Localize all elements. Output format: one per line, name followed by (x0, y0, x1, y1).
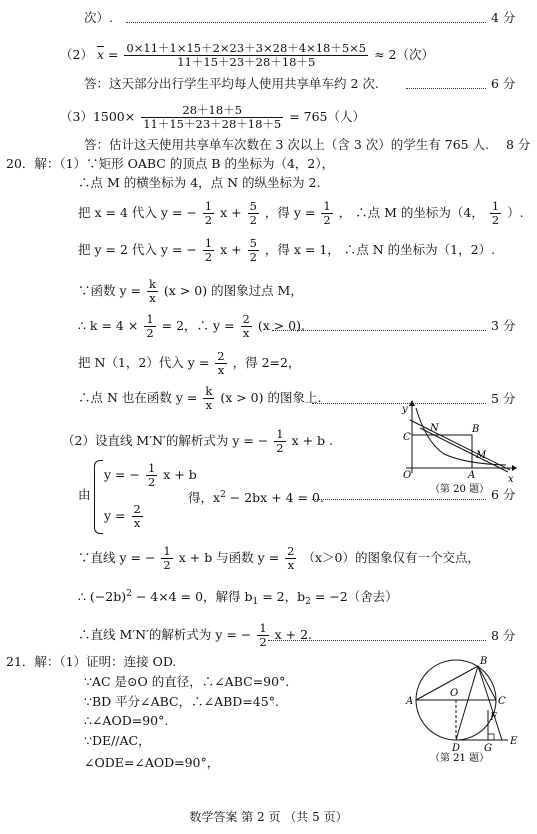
text-line: 次）. (84, 10, 113, 25)
text-line: ∵AC 是⊙O 的直径，∴∠ABC=90°. (84, 674, 290, 689)
text-line: ∴点 M 的横坐标为 4，点 N 的纵坐标为 2. (78, 175, 321, 190)
substitution-line-N: 把 y = 2 代入 y = − $\frac{1}{2}$ x + $\frac{5}{2}$ ，得 x = 1， ∴点 N 的坐标为（1，2）. (78, 236, 496, 264)
text-line: ∴∠AOD=90°. (84, 713, 169, 728)
answer-line: 答：估计这天使用共享单车次数在 3 次以上（含 3 次）的学生有 765 人. (84, 137, 490, 152)
x-axis-arrow (512, 465, 517, 471)
function-line: ∵函数 y = $\frac{k}{x}$ (x > 0) 的图象过点 M， (78, 277, 303, 305)
label-C: C (498, 696, 506, 707)
substitution-line-M: 把 x = 4 代入 y = − $\frac{1}{2}$ x + $\frac{5}{2}$ ，得 y = $\frac{1}{2}$ ， ∴点 M 的坐标为（4， $\frac{1}{2}$ ）. (78, 199, 524, 227)
system-you: 由 (78, 487, 91, 502)
dot-leader (406, 88, 486, 89)
dot-leader (126, 22, 486, 23)
chord-AB (416, 666, 478, 700)
label-x: x (508, 474, 514, 485)
right-angle-mark (488, 734, 494, 740)
brace (94, 460, 103, 534)
score-label: 6 分 (491, 487, 516, 502)
dot-leader (272, 330, 486, 331)
label-B: B (472, 424, 480, 435)
question-21-header: 21．解：（1）证明：连接 OD. (6, 654, 177, 669)
score-label: 8 分 (491, 628, 516, 643)
dot-leader (268, 640, 486, 641)
mean-formula: （2） $\overline{x}$ = $\frac{0\times 11+1\times 15+2\times 23+3\times 28+4\times 18+5\times 5}{11+15+23+28+18+5}$ ≈ 2（次） (60, 41, 435, 69)
text-line: ∵BD 平分∠ABC，∴∠ABD=45°. (84, 694, 279, 709)
question-20-header: 20．解：（1）∵矩形 OABC 的顶点 B 的坐标为（4，2）， (6, 156, 335, 171)
answer-line: 答：这天部分出行学生平均每人使用共享单车约 2 次. (84, 76, 379, 91)
discriminant-line: ∴ $(-2b)^2 - 4\times 4 = 0$，解得 $b_1 = 2$，$b_2 = -2$（舍去） (78, 589, 398, 607)
conclusion-line: ∴点 N 也在函数 y = $\frac{k}{x}$ (x > 0) 的图象上. (78, 384, 322, 412)
text-line: ∵DE//AC， (84, 733, 151, 748)
label-D: D (452, 743, 461, 754)
figure-21 (402, 654, 522, 762)
score-label: 8 分 (506, 137, 531, 152)
part-label: （2） (60, 47, 93, 62)
hyperbola-curve (416, 408, 506, 465)
text-line: ∠ODE=∠AOD=90°， (84, 755, 220, 770)
rectangle-OABC (412, 435, 472, 468)
score-label: 3 分 (491, 318, 516, 333)
label-M: M (476, 450, 487, 461)
label-A: A (406, 696, 414, 707)
k-value-line: ∴ k = 4 × $\frac{1}{2}$ = 2，∴ y = $\frac{2}{x}$ (x > 0). (78, 312, 305, 340)
label-y: y (402, 404, 408, 415)
label-B: B (480, 656, 488, 667)
fraction: $\frac{0\times 11+1\times 15+2\times 23+3\times 28+4\times 18+5\times 5}{11+15+23+28+18+5}$ (126, 41, 367, 69)
label-E: E (510, 736, 518, 747)
estimate-formula: （3）1500× $\frac{28+18+5}{11+15+23+28+18+5}$ = 765（人） (60, 103, 366, 131)
system-row-2: y = $\frac{2}{x}$ (104, 502, 141, 530)
score-label: 6 分 (491, 76, 516, 91)
figure-caption: （第 21 题） (430, 753, 490, 762)
y-axis-arrow (409, 400, 415, 406)
check-line: 把 N（1，2）代入 y = $\frac{2}{x}$ ，得 2=2， (78, 349, 301, 377)
system-row-1: y = − $\frac{1}{2}$ x + b (104, 461, 197, 489)
page-footer: 数学答案 第 2 页 （共 5 页） (189, 810, 348, 824)
label-F: F (490, 712, 497, 723)
score-label: 4 分 (491, 10, 516, 25)
chord-BD (456, 666, 478, 740)
part-2-line: （2）设直线 M′N′的解析式为 y = − $\frac{1}{2}$ x + b . (62, 427, 333, 455)
fraction: $\frac{28+18+5}{11+15+23+28+18+5}$ (143, 103, 282, 131)
dot-leader (312, 499, 486, 500)
x-bar: $\overline{x}$ (96, 47, 104, 62)
label-C: C (403, 432, 411, 443)
score-label: 5 分 (491, 391, 516, 406)
final-line: ∴直线 M′N′的解析式为 y = − $\frac{1}{2}$ x + 2. (78, 621, 313, 649)
label-N: N (430, 423, 439, 434)
label-O: O (403, 470, 412, 481)
label-G: G (484, 743, 492, 754)
intersection-line: ∵直线 y = − $\frac{1}{2}$ x + b 与函数 y = $\frac{2}{x}$ （x＞0）的图象仅有一个交点， (78, 544, 480, 572)
line-MN (410, 420, 510, 470)
figure-caption: （第 20 题） (430, 484, 490, 495)
quadratic-line: 得，$x^2 - 2bx + 4 = 0$. (188, 490, 324, 505)
label-A: A (468, 470, 476, 481)
label-O: O (450, 688, 459, 699)
figure-20 (392, 398, 517, 498)
